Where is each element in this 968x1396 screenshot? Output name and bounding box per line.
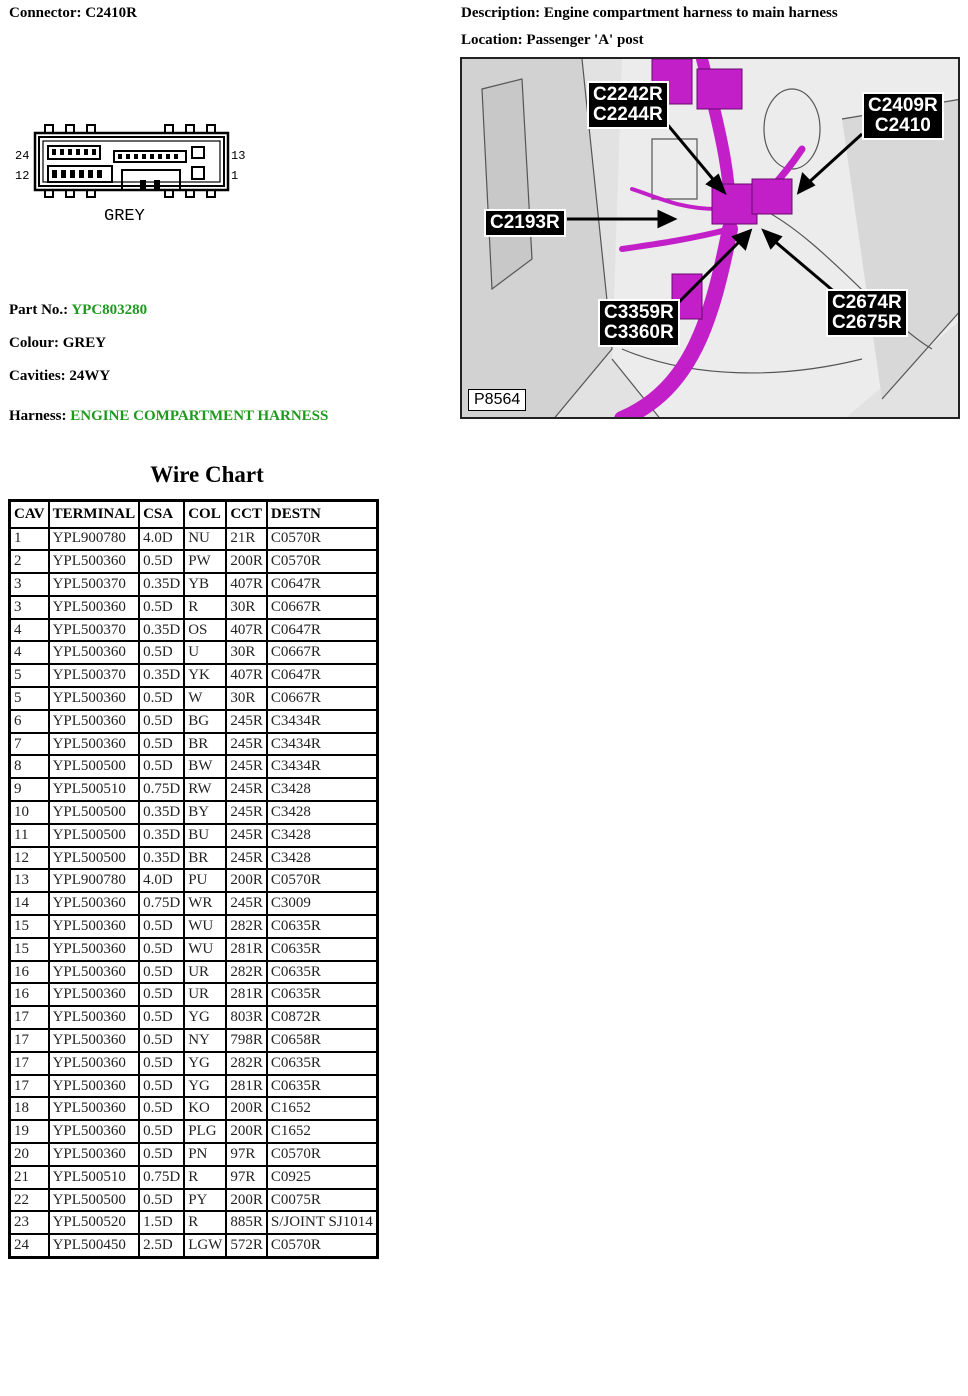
- cell-cav: 17: [10, 1006, 49, 1029]
- cell-destn: C3428: [267, 778, 377, 801]
- cell-col: YK: [184, 664, 226, 687]
- cell-cav: 3: [10, 573, 49, 596]
- cell-destn: C0570R: [267, 550, 377, 573]
- callout-c2193r: [484, 209, 566, 237]
- cell-col: RW: [184, 778, 226, 801]
- callout-c2409r-c2410: [862, 92, 944, 140]
- part-number-label: Part No.:: [9, 302, 72, 318]
- cell-cct: 281R: [226, 983, 267, 1006]
- cell-cav: 2: [10, 550, 49, 573]
- cell-cct: 282R: [226, 1052, 267, 1075]
- table-row: [10, 710, 378, 733]
- cell-col: YG: [184, 1052, 226, 1075]
- cell-cct: 21R: [226, 528, 267, 551]
- table-row: [10, 596, 378, 619]
- callout-c3359r-c3360r: [598, 299, 680, 347]
- cell-csa: 0.75D: [139, 778, 184, 801]
- cell-col: PW: [184, 550, 226, 573]
- cell-destn: C3009: [267, 892, 377, 915]
- cell-cav: 3: [10, 596, 49, 619]
- table-body: [10, 528, 378, 1258]
- table-row: [10, 869, 378, 892]
- cell-col: PY: [184, 1189, 226, 1212]
- cell-cct: 245R: [226, 755, 267, 778]
- cell-cav: 7: [10, 733, 49, 756]
- cell-cct: 245R: [226, 733, 267, 756]
- cell-destn: S/JOINT SJ1014: [267, 1211, 377, 1234]
- cell-col: PN: [184, 1143, 226, 1166]
- pin-number-13: 13: [231, 149, 246, 163]
- column-header-cct: CCT: [226, 501, 267, 528]
- pin-number-24: 24: [15, 149, 30, 163]
- cell-cct: 245R: [226, 801, 267, 824]
- table-row: [10, 641, 378, 664]
- cavities-text: Cavities: 24WY: [9, 368, 111, 384]
- harness-text: [9, 408, 328, 425]
- cell-terminal: YPL500370: [49, 664, 140, 687]
- cell-csa: 0.5D: [139, 733, 184, 756]
- table-row: [10, 1143, 378, 1166]
- cell-destn: C0570R: [267, 1143, 377, 1166]
- cell-destn: C0570R: [267, 869, 377, 892]
- cell-csa: 0.5D: [139, 755, 184, 778]
- cell-cct: 200R: [226, 550, 267, 573]
- cell-csa: 0.5D: [139, 983, 184, 1006]
- table-row: [10, 824, 378, 847]
- cell-cav: 4: [10, 619, 49, 642]
- cell-cav: 12: [10, 847, 49, 870]
- cell-cav: 15: [10, 915, 49, 938]
- cell-terminal: YPL500360: [49, 1120, 140, 1143]
- cell-cct: 30R: [226, 641, 267, 664]
- cell-terminal: YPL500360: [49, 641, 140, 664]
- cell-destn: C0635R: [267, 915, 377, 938]
- cell-terminal: YPL500360: [49, 915, 140, 938]
- callout-c2244r-line: C2244R: [593, 104, 663, 125]
- table-row: [10, 915, 378, 938]
- cell-cav: 15: [10, 938, 49, 961]
- cell-col: BG: [184, 710, 226, 733]
- cell-destn: C0647R: [267, 664, 377, 687]
- cell-terminal: YPL500360: [49, 1052, 140, 1075]
- table-row: [10, 755, 378, 778]
- cell-destn: C0570R: [267, 528, 377, 551]
- cell-destn: C0635R: [267, 961, 377, 984]
- cell-cav: 19: [10, 1120, 49, 1143]
- cell-cct: 407R: [226, 573, 267, 596]
- table-row: [10, 1052, 378, 1075]
- cell-csa: 0.5D: [139, 550, 184, 573]
- cell-csa: 0.75D: [139, 892, 184, 915]
- cell-destn: C0635R: [267, 1075, 377, 1098]
- cell-terminal: YPL500510: [49, 1166, 140, 1189]
- cell-terminal: YPL500360: [49, 1143, 140, 1166]
- cell-destn: C1652: [267, 1097, 377, 1120]
- cell-col: NU: [184, 528, 226, 551]
- cell-destn: C3434R: [267, 733, 377, 756]
- table-row: [10, 619, 378, 642]
- callout-c3359r-line: C3359R: [604, 302, 674, 323]
- cell-cct: 803R: [226, 1006, 267, 1029]
- table-row: [10, 1189, 378, 1212]
- cell-terminal: YPL500360: [49, 892, 140, 915]
- table-row: [10, 892, 378, 915]
- cell-col: PU: [184, 869, 226, 892]
- cell-terminal: YPL500500: [49, 824, 140, 847]
- cell-cav: 11: [10, 824, 49, 847]
- cell-cav: 4: [10, 641, 49, 664]
- table-row: [10, 528, 378, 551]
- part-number-value: YPC803280: [71, 302, 148, 318]
- cell-terminal: YPL500360: [49, 1006, 140, 1029]
- cell-col: YB: [184, 573, 226, 596]
- cell-destn: C0658R: [267, 1029, 377, 1052]
- callout-c2242r-line: C2242R: [593, 84, 663, 105]
- cell-terminal: YPL500360: [49, 687, 140, 710]
- cell-cct: 798R: [226, 1029, 267, 1052]
- cell-col: R: [184, 1211, 226, 1234]
- cell-cav: 1: [10, 528, 49, 551]
- cell-csa: 0.5D: [139, 1143, 184, 1166]
- cell-csa: 0.5D: [139, 641, 184, 664]
- cell-cct: 30R: [226, 687, 267, 710]
- cell-terminal: YPL500360: [49, 1097, 140, 1120]
- connector-title: Connector: C2410R: [9, 5, 137, 21]
- cell-cav: 16: [10, 983, 49, 1006]
- cell-cav: 17: [10, 1052, 49, 1075]
- cell-cav: 9: [10, 778, 49, 801]
- cell-destn: C0075R: [267, 1189, 377, 1212]
- cell-destn: C0667R: [267, 687, 377, 710]
- harness-label: Harness:: [9, 408, 71, 424]
- cell-col: WU: [184, 938, 226, 961]
- column-header-terminal: TERMINAL: [49, 501, 140, 528]
- cell-csa: 0.35D: [139, 801, 184, 824]
- table-row: [10, 1097, 378, 1120]
- cell-cct: 30R: [226, 596, 267, 619]
- cell-terminal: YPL500500: [49, 755, 140, 778]
- cell-col: R: [184, 1166, 226, 1189]
- cell-terminal: YPL500450: [49, 1234, 140, 1257]
- cell-terminal: YPL500360: [49, 938, 140, 961]
- cell-cct: 407R: [226, 664, 267, 687]
- callout-c2675r-line: C2675R: [832, 312, 902, 333]
- cell-col: BY: [184, 801, 226, 824]
- cell-terminal: YPL500500: [49, 1189, 140, 1212]
- cell-cct: 245R: [226, 847, 267, 870]
- cell-cct: 200R: [226, 1189, 267, 1212]
- table-row: [10, 1211, 378, 1234]
- cell-cav: 6: [10, 710, 49, 733]
- table-row: [10, 1029, 378, 1052]
- cell-csa: 0.5D: [139, 710, 184, 733]
- cell-terminal: YPL500500: [49, 801, 140, 824]
- location-illustration: [460, 57, 960, 419]
- cell-terminal: YPL500510: [49, 778, 140, 801]
- cell-cav: 24: [10, 1234, 49, 1257]
- cell-col: W: [184, 687, 226, 710]
- callout-c2409r-line: C2409R: [868, 95, 938, 116]
- cell-destn: C0647R: [267, 573, 377, 596]
- cell-csa: 0.5D: [139, 687, 184, 710]
- cell-cct: 245R: [226, 778, 267, 801]
- cell-csa: 0.35D: [139, 619, 184, 642]
- cell-destn: C0570R: [267, 1234, 377, 1257]
- cell-cav: 17: [10, 1075, 49, 1098]
- cell-cav: 17: [10, 1029, 49, 1052]
- cell-destn: C0667R: [267, 641, 377, 664]
- cell-cct: 200R: [226, 1120, 267, 1143]
- cell-csa: 2.5D: [139, 1234, 184, 1257]
- cell-csa: 0.5D: [139, 1075, 184, 1098]
- table-row: [10, 961, 378, 984]
- cell-col: BU: [184, 824, 226, 847]
- cell-destn: C1652: [267, 1120, 377, 1143]
- colour-text: Colour: GREY: [9, 335, 107, 351]
- cell-destn: C3434R: [267, 710, 377, 733]
- table-row: [10, 733, 378, 756]
- description-text: Description: Engine compartment harness to main harness: [461, 5, 838, 21]
- cell-terminal: YPL500370: [49, 573, 140, 596]
- column-header-cav: CAV: [10, 501, 49, 528]
- cell-terminal: YPL500360: [49, 1029, 140, 1052]
- cell-cct: 245R: [226, 710, 267, 733]
- harness-value: ENGINE COMPARTMENT HARNESS: [70, 408, 329, 424]
- cell-csa: 0.5D: [139, 915, 184, 938]
- table-row: [10, 801, 378, 824]
- cell-csa: 4.0D: [139, 528, 184, 551]
- cell-col: LGW: [184, 1234, 226, 1257]
- cell-cav: 23: [10, 1211, 49, 1234]
- cell-terminal: YPL500370: [49, 619, 140, 642]
- cell-cct: 282R: [226, 961, 267, 984]
- cell-cct: 245R: [226, 824, 267, 847]
- table-row: [10, 938, 378, 961]
- table-header-row: [10, 501, 378, 528]
- cell-csa: 0.5D: [139, 1052, 184, 1075]
- column-header-destn: DESTN: [267, 501, 377, 528]
- cell-terminal: YPL500360: [49, 733, 140, 756]
- cell-csa: 0.5D: [139, 1029, 184, 1052]
- cell-csa: 0.5D: [139, 596, 184, 619]
- cell-terminal: YPL500500: [49, 847, 140, 870]
- cell-cct: 281R: [226, 938, 267, 961]
- cell-destn: C3428: [267, 801, 377, 824]
- cell-destn: C0635R: [267, 1052, 377, 1075]
- cell-terminal: YPL500360: [49, 550, 140, 573]
- cell-col: NY: [184, 1029, 226, 1052]
- cell-col: R: [184, 596, 226, 619]
- cell-cct: 282R: [226, 915, 267, 938]
- part-number: [9, 302, 147, 319]
- cell-col: BW: [184, 755, 226, 778]
- cell-cct: 200R: [226, 869, 267, 892]
- table-row: [10, 1166, 378, 1189]
- cell-terminal: YPL500520: [49, 1211, 140, 1234]
- cell-cct: 200R: [226, 1097, 267, 1120]
- cell-destn: C0925: [267, 1166, 377, 1189]
- cell-destn: C0872R: [267, 1006, 377, 1029]
- cell-col: PLG: [184, 1120, 226, 1143]
- figure-reference: P8564: [468, 389, 526, 411]
- cell-cct: 245R: [226, 892, 267, 915]
- cell-terminal: YPL500360: [49, 983, 140, 1006]
- cell-terminal: YPL900780: [49, 869, 140, 892]
- cell-csa: 0.35D: [139, 847, 184, 870]
- cell-col: KO: [184, 1097, 226, 1120]
- wire-chart-table: [8, 499, 379, 1259]
- cell-cav: 14: [10, 892, 49, 915]
- table-row: [10, 983, 378, 1006]
- cell-col: UR: [184, 983, 226, 1006]
- cell-cav: 5: [10, 664, 49, 687]
- cell-col: BR: [184, 847, 226, 870]
- callout-c2193r-line: C2193R: [490, 212, 560, 233]
- callout-c3360r-line: C3360R: [604, 322, 674, 343]
- cell-col: OS: [184, 619, 226, 642]
- cell-cav: 22: [10, 1189, 49, 1212]
- cell-csa: 4.0D: [139, 869, 184, 892]
- table-row: [10, 550, 378, 573]
- pin-number-1: 1: [231, 169, 239, 183]
- cell-cct: 97R: [226, 1166, 267, 1189]
- table-row: [10, 847, 378, 870]
- callout-c2242r-c2244r: [587, 81, 669, 129]
- cell-terminal: YPL500360: [49, 596, 140, 619]
- table-row: [10, 687, 378, 710]
- cell-csa: 0.5D: [139, 1006, 184, 1029]
- callout-c2674r-c2675r: [826, 289, 908, 337]
- cell-csa: 0.5D: [139, 938, 184, 961]
- cell-destn: C3434R: [267, 755, 377, 778]
- cell-cav: 10: [10, 801, 49, 824]
- table-row: [10, 1075, 378, 1098]
- cell-cav: 8: [10, 755, 49, 778]
- cell-csa: 0.75D: [139, 1166, 184, 1189]
- callout-c2410-line: C2410: [874, 115, 931, 136]
- cell-col: WU: [184, 915, 226, 938]
- cell-destn: C0635R: [267, 983, 377, 1006]
- table-row: [10, 778, 378, 801]
- cell-terminal: YPL900780: [49, 528, 140, 551]
- cell-col: YG: [184, 1006, 226, 1029]
- cell-csa: 1.5D: [139, 1211, 184, 1234]
- cell-cav: 13: [10, 869, 49, 892]
- cell-cct: 885R: [226, 1211, 267, 1234]
- cell-cct: 281R: [226, 1075, 267, 1098]
- column-header-col: COL: [184, 501, 226, 528]
- wire-chart-title: Wire Chart: [150, 462, 264, 487]
- table-row: [10, 664, 378, 687]
- connector-pinout-diagram: [8, 120, 253, 230]
- cell-terminal: YPL500360: [49, 961, 140, 984]
- cell-destn: C3428: [267, 824, 377, 847]
- cell-csa: 0.5D: [139, 961, 184, 984]
- cell-cav: 20: [10, 1143, 49, 1166]
- table-row: [10, 1006, 378, 1029]
- cell-terminal: YPL500360: [49, 1075, 140, 1098]
- callout-c2674r-line: C2674R: [832, 292, 902, 313]
- table-row: [10, 573, 378, 596]
- cell-cav: 21: [10, 1166, 49, 1189]
- cell-csa: 0.5D: [139, 1189, 184, 1212]
- cell-csa: 0.5D: [139, 1120, 184, 1143]
- cell-col: BR: [184, 733, 226, 756]
- pin-number-12: 12: [15, 169, 30, 183]
- cell-csa: 0.5D: [139, 1097, 184, 1120]
- cell-cav: 5: [10, 687, 49, 710]
- table-row: [10, 1234, 378, 1257]
- connector-colour-label: GREY: [104, 207, 145, 226]
- cell-col: UR: [184, 961, 226, 984]
- cell-cct: 407R: [226, 619, 267, 642]
- cell-destn: C0667R: [267, 596, 377, 619]
- cell-col: WR: [184, 892, 226, 915]
- cell-col: U: [184, 641, 226, 664]
- cell-destn: C0647R: [267, 619, 377, 642]
- cell-cav: 18: [10, 1097, 49, 1120]
- cell-csa: 0.35D: [139, 824, 184, 847]
- cell-cct: 572R: [226, 1234, 267, 1257]
- cell-csa: 0.35D: [139, 664, 184, 687]
- column-header-csa: CSA: [139, 501, 184, 528]
- cell-destn: C0635R: [267, 938, 377, 961]
- cell-csa: 0.35D: [139, 573, 184, 596]
- cell-destn: C3428: [267, 847, 377, 870]
- cell-col: YG: [184, 1075, 226, 1098]
- cell-terminal: YPL500360: [49, 710, 140, 733]
- table-row: [10, 1120, 378, 1143]
- cell-cav: 16: [10, 961, 49, 984]
- cell-cct: 97R: [226, 1143, 267, 1166]
- location-text: Location: Passenger 'A' post: [461, 32, 644, 48]
